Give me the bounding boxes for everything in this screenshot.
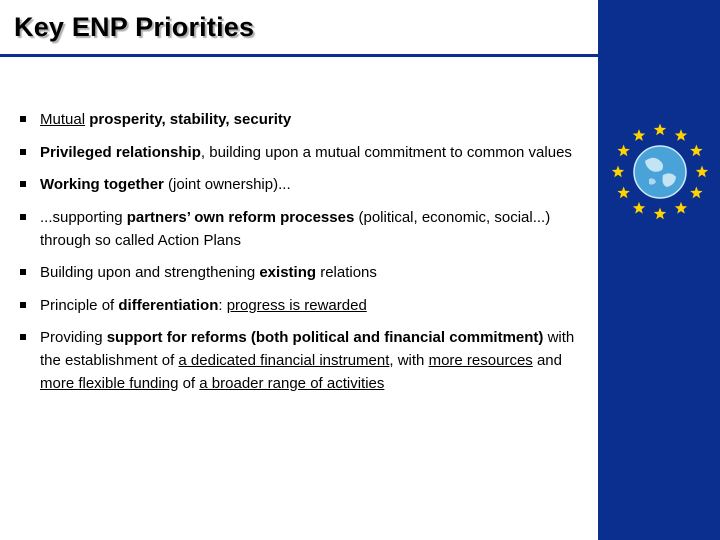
bullet-text: Working together bbox=[40, 176, 164, 193]
bullet-text: relations bbox=[316, 264, 377, 281]
bullet-marker-icon bbox=[20, 116, 26, 122]
star-icon bbox=[633, 202, 645, 214]
star-icon bbox=[617, 145, 629, 157]
bullet-marker-icon bbox=[20, 334, 26, 340]
bullet-text: with the establishment of bbox=[40, 329, 575, 369]
bullet-text: support for reforms (both political and financial commitment) bbox=[106, 329, 544, 346]
bullet-marker-icon bbox=[20, 181, 26, 187]
bullet-text: Building upon and strengthening bbox=[40, 264, 260, 281]
bullet-text: more resources bbox=[428, 352, 533, 369]
star-icon bbox=[612, 166, 624, 178]
bullet-item bbox=[20, 261, 586, 284]
bullet-item bbox=[20, 206, 586, 252]
bullet-marker-icon bbox=[20, 149, 26, 155]
bullet-text: partners’ own reform processes bbox=[126, 208, 355, 226]
bullet-text: progress is rewarded bbox=[226, 296, 367, 314]
bullet-text: Principle of bbox=[40, 296, 119, 314]
bullet-text: existing bbox=[259, 264, 317, 281]
bullet-text: , building upon a mutual commitment to common values bbox=[200, 143, 572, 161]
star-icon bbox=[633, 129, 645, 141]
bullet-text: , with bbox=[389, 352, 429, 369]
star-icon bbox=[617, 187, 629, 199]
bullet-text: : bbox=[218, 296, 227, 314]
bullet-text: a broader range of activities bbox=[199, 375, 385, 392]
bullet-text: ...supporting bbox=[40, 208, 127, 226]
globe-icon bbox=[634, 146, 686, 198]
bullet-text: a dedicated financial instrument bbox=[178, 352, 390, 369]
bullet-item bbox=[20, 173, 586, 196]
bullet-item bbox=[20, 326, 586, 395]
star-icon bbox=[675, 202, 687, 214]
bullet-text: Providing bbox=[40, 329, 107, 346]
title-underline bbox=[0, 54, 598, 57]
bullet-text: (joint ownership)... bbox=[163, 176, 291, 193]
bullet-marker-icon bbox=[20, 269, 26, 275]
bullet-marker-icon bbox=[20, 214, 26, 220]
bullet-text: more flexible funding bbox=[40, 375, 179, 392]
star-icon bbox=[675, 129, 687, 141]
bullet-text: of bbox=[178, 375, 200, 392]
star-icon bbox=[654, 208, 666, 220]
bullet-text: and bbox=[532, 352, 562, 369]
bullet-item bbox=[20, 141, 586, 164]
star-icon bbox=[654, 124, 666, 136]
bullet-item bbox=[20, 108, 586, 131]
eu-side-panel bbox=[598, 0, 720, 540]
bullet-text: (political, economic, social...) through so called Action Plans bbox=[40, 208, 551, 249]
bullet-text: Privileged relationship bbox=[40, 143, 201, 161]
slide-title: Key ENP Priorities bbox=[14, 12, 255, 42]
star-icon bbox=[690, 145, 702, 157]
bullet-text: differentiation bbox=[118, 296, 219, 314]
star-icon bbox=[690, 187, 702, 199]
bullet-list bbox=[20, 108, 586, 395]
bullet-text: Mutual bbox=[40, 111, 86, 128]
star-icon bbox=[696, 166, 708, 178]
bullet-item bbox=[20, 294, 586, 317]
eu-emblem bbox=[605, 115, 715, 230]
bullet-marker-icon bbox=[20, 302, 26, 308]
bullet-text: prosperity, stability, security bbox=[85, 111, 292, 128]
